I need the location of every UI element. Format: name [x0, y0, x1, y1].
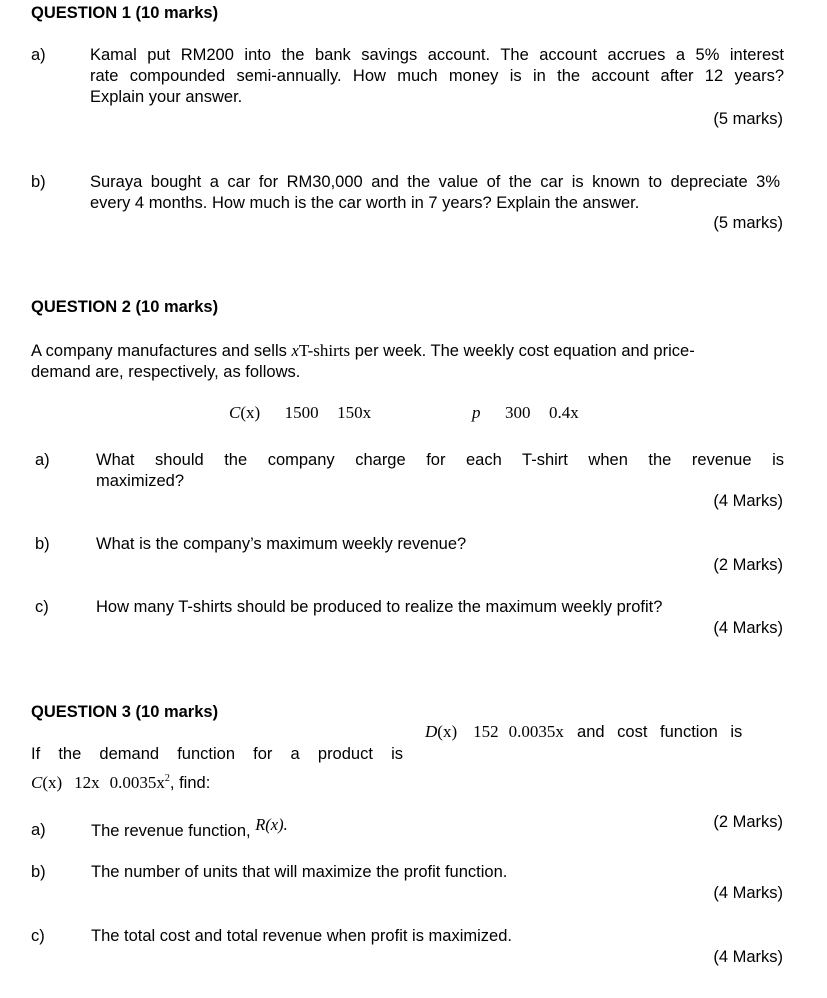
q2-intro-tshirts: T-shirts — [298, 341, 351, 360]
q1a-line3: Explain your answer. — [90, 88, 243, 106]
q3-find: , find: — [169, 774, 211, 792]
q1-heading: QUESTION 1 (10 marks) — [31, 4, 219, 22]
q3a-function: R(x). — [255, 815, 288, 834]
q2-intro-line1: A company manufactures and sells xT-shirts per week. The weekly cost equation and price- — [31, 341, 695, 360]
q3-line1-post: and cost function is — [577, 723, 743, 741]
q2a-label: a) — [35, 451, 50, 469]
q2b-label: b) — [35, 535, 50, 553]
q3-demand-equation: D(x) 152 0.0035x — [425, 722, 564, 741]
q1a-text — [90, 45, 784, 108]
q2c-text: How many T-shirts should be produced to realize the maximum weekly profit? — [96, 598, 663, 616]
q2-cost-equation: C(x) 1500 150x — [229, 403, 372, 422]
q1b-label: b) — [31, 173, 46, 191]
q3c-marks: (4 Marks) — [713, 948, 783, 966]
q3-line2: If the demand function for a product is — [31, 745, 403, 763]
q3-demand-line — [425, 721, 742, 743]
q3a-label: a) — [31, 821, 46, 839]
q2b-marks: (2 Marks) — [713, 556, 783, 574]
q1a-label: a) — [31, 46, 46, 64]
q3c-label: c) — [31, 927, 45, 945]
q1b-marks: (5 marks) — [713, 214, 783, 232]
q1a-marks: (5 marks) — [713, 110, 783, 128]
q3c-text: The total cost and total revenue when profit is maximized. — [91, 927, 512, 945]
q3b-marks: (4 Marks) — [713, 884, 783, 902]
q1b-text — [90, 172, 780, 214]
q2-intro — [31, 340, 783, 383]
q2-heading: QUESTION 2 (10 marks) — [31, 298, 219, 316]
q2a-line2: maximized? — [96, 472, 185, 490]
q2c-marks: (4 Marks) — [713, 619, 783, 637]
q1b-line2: every 4 months. How much is the car worth in 7 years? Explain the answer. — [90, 194, 640, 212]
q2a-text — [96, 450, 784, 492]
q3-cost-equation: C(x) 12x $0.0035x^2$ — [31, 773, 170, 792]
q2-intro-var: x — [291, 341, 299, 360]
q3a-text: The revenue function, R(x). — [91, 815, 288, 840]
q2-intro-line2: demand are, respectively, as follows. — [31, 363, 301, 381]
q1a-line1: Kamal put RM200 into the bank savings account. The account accrues a 5% interest — [90, 46, 784, 64]
q3b-label: b) — [31, 863, 46, 881]
q2c-label: c) — [35, 598, 49, 616]
q2a-line1: What should the company charge for each T-shirt when the revenue is — [96, 451, 784, 469]
q3-heading: QUESTION 3 (10 marks) — [31, 703, 219, 721]
q1a-line2: rate compounded semi-annually. How much money is in the account after 12 years? — [90, 67, 784, 85]
q3a-marks: (2 Marks) — [713, 813, 783, 831]
q2-price-equation: p 300 0.4x — [472, 403, 579, 422]
q3b-text: The number of units that will maximize the profit function. — [91, 863, 508, 881]
q2b-text: What is the company’s maximum weekly revenue? — [96, 535, 467, 553]
q3-cost-line — [31, 772, 210, 794]
q2a-marks: (4 Marks) — [713, 492, 783, 510]
q1b-line1: Suraya bought a car for RM30,000 and the value of the car is known to depreciate 3% — [90, 173, 780, 191]
